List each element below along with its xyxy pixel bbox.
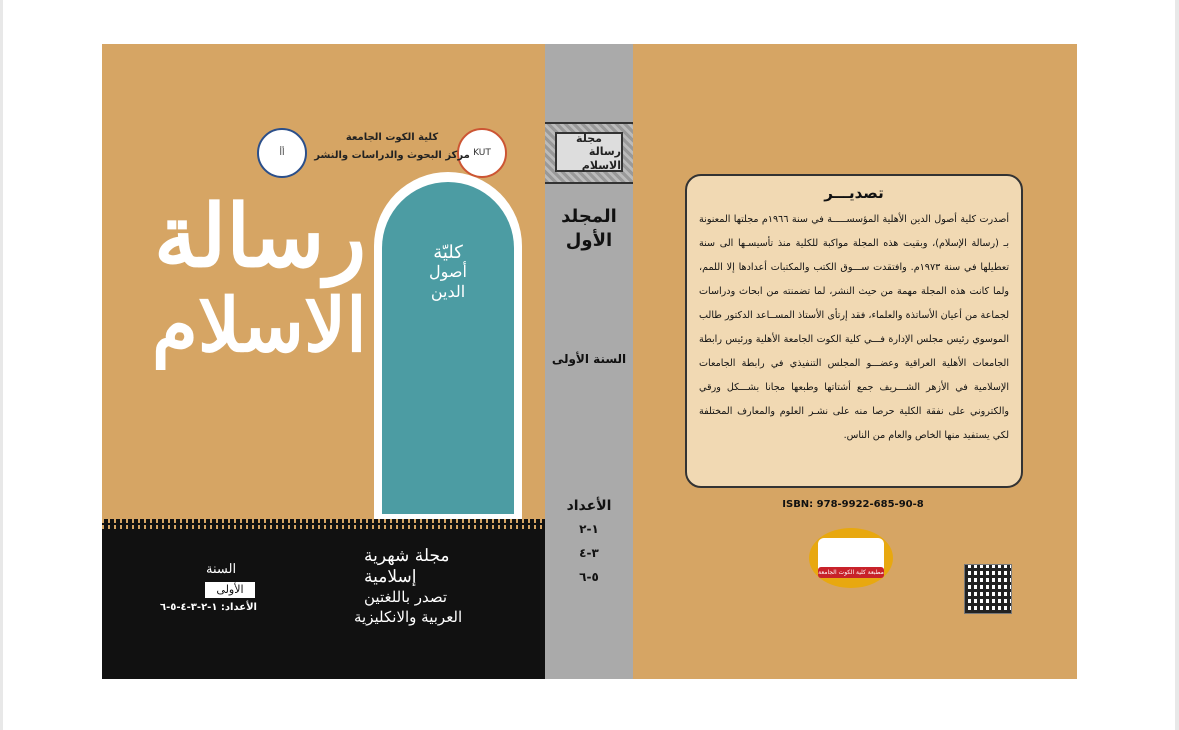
press-logo-inner [818, 538, 884, 578]
issues-label: الأعداد: ١-٢-٣-٤-٥-٦ [160, 602, 257, 613]
desc-line4: العربية والانكليزية [354, 608, 463, 626]
preface-title: تصديـــر [824, 184, 884, 202]
greek-key-line [102, 523, 545, 525]
preface-body: أصدرت كلية أصول الدين الأهلية المؤسســـــة في سنة ١٩٦٦م مجلتها المعنونة بـ (رسالة الإسلام)، وبقيت هذه المجلة مواكبة للكلية منذ تأسيسـها الى سنة تعطيلها في سنة ١٩٧٣م. وافتقدت ســـوق الكتب والمكتبات أعدادها إلا اللمم، ولما كانت هذه المجلة مهمة من حيث النشر، لما تضمنته من ابحاث ودراسات لجماعة من أعيان الأساتذة والعلماء، فقد إرتأى الأستاذ المســاعد الدكتور طالب الموسوي رئيس مجلس الإدارة فـــي كلية الكوت الجامعة الأهلية ورئيس رابطة الجامعات الأهلية العراقية وعضـــو المجلس التنفيذي في رابطة الجامعات الإسلامية في الأزهر الشـــريف جمع أشتاتها وطبعها مجانا بشـــكل ورقي والكتروني على نفقة الكلية حرصا منه على نشـر العلوم والمعارف المختلفة لكي يستفيد منها الخاص والعام من الناس. [699, 214, 1010, 441]
back-cover [633, 44, 1077, 679]
spine-year: السنة الأولى [551, 352, 627, 366]
desc-line3: تصدر باللغتين [364, 588, 448, 606]
research-center: مركز البحوث والدراسات والنشر [314, 150, 470, 161]
desc-line1: مجلة شهرية [364, 546, 450, 566]
year-label: السنة [206, 562, 237, 577]
spine-volume-word: المجلد [561, 206, 617, 227]
isbn-number: ISBN: 978-9922-685-90-8 [782, 499, 924, 510]
college-logo-left-icon: أأ [257, 128, 307, 178]
college-name: كلية الكوت الجامعة [345, 132, 439, 143]
title-line1: رسالة [154, 186, 367, 287]
college-logo-right-icon: KUT [457, 128, 507, 178]
arch-panel [382, 182, 514, 514]
title-line2: الاسلام [152, 283, 367, 369]
spine-emblem [545, 122, 633, 184]
press-name: مطبعة كلية الكوت الجامعة [818, 569, 884, 576]
arch-line3: الدين [430, 282, 466, 301]
spine-emblem-inner [555, 132, 623, 172]
spine [545, 44, 633, 679]
arch-line2: أصول [429, 262, 467, 281]
spine-issue-1: ١-٢ [579, 522, 599, 536]
qr-code-icon [964, 564, 1012, 614]
year-value: الأولى [205, 582, 255, 598]
desc-line2: إسلامية [364, 567, 417, 587]
spine-issue-2: ٣-٤ [579, 546, 599, 560]
spine-magazine-label: مجلة [576, 132, 602, 146]
arch-line1: كليّة [433, 242, 463, 263]
front-cover [102, 44, 545, 679]
spine-issue-3: ٥-٦ [579, 570, 599, 584]
preface-box [685, 174, 1023, 488]
front-bottom-band [102, 519, 545, 679]
spine-volume-value: الأول [565, 230, 613, 251]
spine-issues-title: الأعداد [566, 498, 612, 514]
spine-magazine-name: رسالة الاسلام [581, 145, 621, 172]
press-logo-icon [809, 528, 893, 588]
